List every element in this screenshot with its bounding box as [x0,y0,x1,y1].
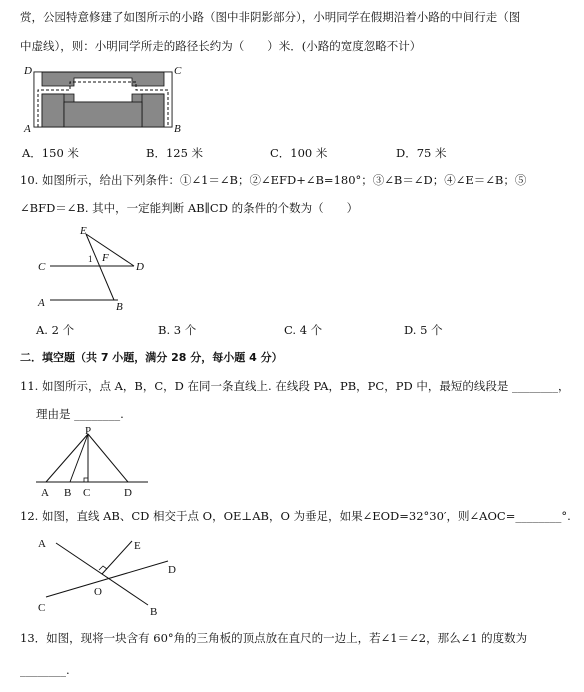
q13-text-line2: ________. [20,663,70,677]
q11-label-a: A [41,487,49,499]
q12-label-b: B [150,606,158,618]
q9-option-c[interactable]: C．100 米 [270,146,328,160]
q10-option-b[interactable]: B. 3 个 [158,323,197,337]
q10-label-f: F [102,252,109,264]
q13-text-line1: 13．如图，现将一块含有 60°角的三角板的顶点放在直尺的一边上，若∠1＝∠2，那么∠1 的度数为 [20,631,528,645]
q10-label-b: B [116,301,123,313]
section2-heading: 二．填空题（共 7 小题，满分 28 分，每小题 4 分） [20,351,283,364]
q9-text-line1: 赏，公园特意修建了如图所示的小路（图中非阴影部分），小明同学在假期沿着小路的中间行走（图 [20,10,521,24]
q12-label-c: C [38,602,46,614]
q9-option-b[interactable]: B．125 米 [146,146,204,160]
q9-park-figure [24,66,184,134]
q12-text-line1: 12. 如图，直线 AB、CD 相交于点 O，OE⊥AB，O 为垂足，如果∠EOD=32°30′，则∠AOC=________°. [20,509,571,523]
q12-figure [36,533,186,618]
q11-text-line1: 11. 如图所示，点 A，B，C，D 在同一条直线上. 在线段 PA，PB，PC，PD 中，最短的线段是 ________， [20,379,570,393]
q12-label-e: E [134,540,141,552]
q10-option-d[interactable]: D. 5 个 [404,323,443,337]
q12-label-d: D [168,564,176,576]
q10-label-d: D [136,261,144,273]
q10-text-line2: ∠BFD＝∠B. 其中，一定能判断 AB∥CD 的条件的个数为（ ） [20,201,359,215]
q11-figure [36,425,156,499]
q10-label-a: A [38,297,45,309]
q10-text-line1: 10. 如图所示，给出下列条件：①∠1＝∠B；②∠EFD+∠B=180°；③∠B＝∠D；④∠E＝∠B；⑤ [20,173,527,187]
q9-option-a[interactable]: A．150 米 [22,146,79,160]
q10-label-1: 1 [88,254,93,264]
q9-text-line2: 中虚线），则：小明同学所走的路径长约为（ ）米．(小路的宽度忽略不计） [20,39,422,53]
q10-label-e: E [80,225,87,237]
q10-label-c: C [38,261,46,273]
q11-label-b: B [64,487,72,499]
q11-label-p: P [85,425,92,437]
q9-label-b: B [174,123,181,135]
q9-label-c: C [174,65,182,77]
q10-option-c[interactable]: C. 4 个 [284,323,323,337]
q11-text-line2: 理由是 ________. [36,407,124,421]
q11-label-d: D [124,487,132,499]
q11-label-c: C [83,487,91,499]
q9-label-a: A [24,123,31,135]
q10-figure [36,226,166,316]
q10-option-a[interactable]: A. 2 个 [36,323,75,337]
q12-label-o: O [94,586,102,598]
q9-option-d[interactable]: D．75 米 [396,146,447,160]
q9-label-d: D [24,65,32,77]
q12-label-a: A [38,538,46,550]
